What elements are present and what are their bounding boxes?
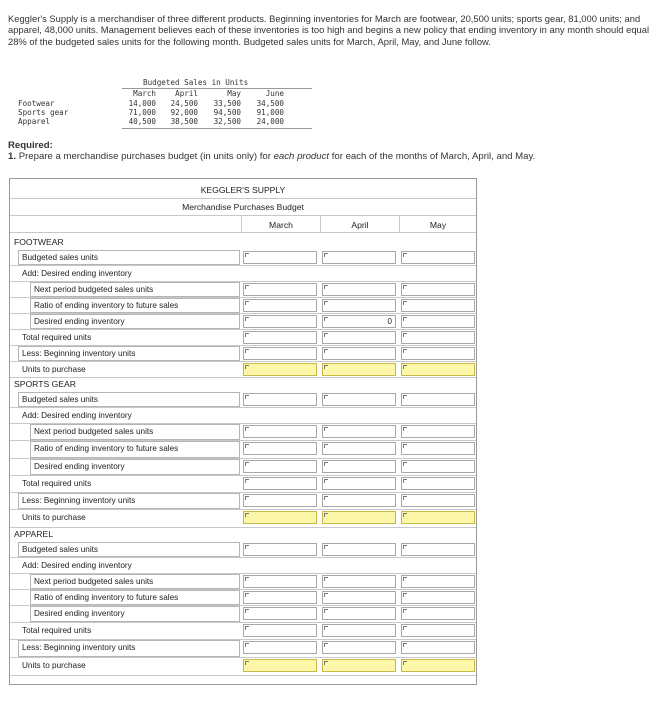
- ratio-input-march[interactable]: [243, 299, 317, 312]
- sales-cell: 33,500: [213, 99, 241, 108]
- ratio-input-may[interactable]: [401, 442, 475, 455]
- purchase-input-april[interactable]: [322, 363, 396, 376]
- sales-row-apparel: [18, 117, 318, 126]
- divider: [10, 198, 476, 199]
- next-period-input-march[interactable]: [243, 575, 317, 588]
- section-heading: SPORTS GEAR: [14, 379, 76, 389]
- next-period-input-april[interactable]: [322, 575, 396, 588]
- row-divider: [10, 622, 476, 623]
- row-divider: [10, 377, 476, 378]
- row-label-ratio: Ratio of ending inventory to future sales: [34, 593, 179, 602]
- row-label-purchase: Units to purchase: [22, 661, 86, 670]
- desired-input-april[interactable]: [322, 460, 396, 473]
- budgeted-input-april[interactable]: [322, 251, 396, 264]
- sales-cell: 38,500: [170, 117, 198, 126]
- required-text-before: Prepare a merchandise purchases budget (in units only) for: [18, 151, 274, 163]
- sales-cell: 71,000: [128, 108, 156, 117]
- sales-row-label: Footwear: [18, 99, 55, 108]
- budgeted-input-march[interactable]: [243, 393, 317, 406]
- column-header-april: April: [351, 220, 369, 230]
- sales-row-footwear: [18, 99, 318, 108]
- sales-month-april: April: [175, 89, 198, 98]
- company-name: KEGGLER'S SUPPLY: [200, 185, 286, 195]
- row-label-next-period: Next period budgeted sales units: [34, 427, 154, 436]
- desired-input-march[interactable]: [243, 315, 317, 328]
- required-block: [8, 140, 535, 163]
- sales-cell: 91,000: [256, 108, 284, 117]
- sales-month-may: May: [227, 89, 241, 98]
- divider: [10, 232, 476, 233]
- row-label-add-desired: Add: Desired ending inventory: [22, 561, 132, 570]
- row-label-total: Total required units: [22, 626, 92, 635]
- column-header-may: May: [429, 220, 447, 230]
- row-label-desired: Desired ending inventory: [34, 462, 125, 471]
- required-number: 1.: [8, 151, 17, 163]
- total-input-may[interactable]: [401, 624, 475, 637]
- column-rule: [241, 215, 242, 233]
- desired-input-april[interactable]: [322, 607, 396, 620]
- purchase-input-march[interactable]: [243, 659, 317, 672]
- row-label-less-beg: Less: Beginning inventory units: [22, 496, 136, 505]
- less-beg-input-april[interactable]: [322, 347, 396, 360]
- total-input-march[interactable]: [243, 624, 317, 637]
- column-rule: [399, 215, 400, 233]
- total-input-april[interactable]: [322, 331, 396, 344]
- less-beg-input-may[interactable]: [401, 641, 475, 654]
- sales-month-june: June: [265, 89, 284, 98]
- less-beg-input-march[interactable]: [243, 641, 317, 654]
- section-heading: FOOTWEAR: [14, 237, 64, 247]
- row-label-less-beg: Less: Beginning inventory units: [22, 349, 136, 358]
- desired-input-may[interactable]: [401, 460, 475, 473]
- next-period-input-april[interactable]: [322, 283, 396, 296]
- total-input-may[interactable]: [401, 477, 475, 490]
- ratio-input-may[interactable]: [401, 591, 475, 604]
- row-divider: [10, 509, 476, 510]
- sales-cell: 92,000: [170, 108, 198, 117]
- row-label-add-desired: Add: Desired ending inventory: [22, 269, 132, 278]
- row-divider: [10, 361, 476, 362]
- purchase-input-may[interactable]: [401, 511, 475, 524]
- row-divider: [10, 657, 476, 658]
- total-input-may[interactable]: [401, 331, 475, 344]
- budgeted-input-april[interactable]: [322, 543, 396, 556]
- row-divider: [10, 475, 476, 476]
- ratio-input-april[interactable]: [322, 442, 396, 455]
- total-input-march[interactable]: [243, 477, 317, 490]
- sales-table-caption: Budgeted Sales in Units: [143, 78, 249, 87]
- row-divider: [10, 329, 476, 330]
- budgeted-input-may[interactable]: [401, 543, 475, 556]
- total-input-march[interactable]: [243, 331, 317, 344]
- section-heading: APPAREL: [14, 529, 54, 539]
- desired-input-march[interactable]: [243, 460, 317, 473]
- row-divider: [10, 527, 476, 528]
- row-label-less-beg: Less: Beginning inventory units: [22, 643, 136, 652]
- ratio-input-may[interactable]: [401, 299, 475, 312]
- less-beg-input-may[interactable]: [401, 347, 475, 360]
- column-rule: [320, 215, 321, 233]
- row-divider: [10, 675, 476, 676]
- row-divider: [10, 265, 476, 266]
- sales-cell: 24,000: [256, 117, 284, 126]
- sales-row-sports-gear: [18, 108, 318, 117]
- row-label-total: Total required units: [22, 479, 92, 488]
- row-label-budgeted: Budgeted sales units: [22, 395, 99, 404]
- ratio-input-april[interactable]: [322, 591, 396, 604]
- total-input-april[interactable]: [322, 477, 396, 490]
- row-label-ratio: Ratio of ending inventory to future sales: [34, 444, 179, 453]
- total-input-april[interactable]: [322, 624, 396, 637]
- sales-table-month-row: [18, 89, 318, 98]
- sales-month-march: March: [133, 89, 156, 98]
- merchandise-purchases-budget-form: [9, 178, 477, 685]
- row-label-next-period: Next period budgeted sales units: [34, 577, 154, 586]
- desired-input-may[interactable]: [401, 607, 475, 620]
- row-label-add-desired: Add: Desired ending inventory: [22, 411, 132, 420]
- purchase-input-march[interactable]: [243, 363, 317, 376]
- next-period-input-may[interactable]: [401, 425, 475, 438]
- less-beg-input-march[interactable]: [243, 347, 317, 360]
- next-period-input-april[interactable]: [322, 425, 396, 438]
- budgeted-input-may[interactable]: [401, 251, 475, 264]
- sales-cell: 34,500: [256, 99, 284, 108]
- row-label-desired: Desired ending inventory: [34, 609, 125, 618]
- budgeted-input-april[interactable]: [322, 393, 396, 406]
- less-beg-input-may[interactable]: [401, 494, 475, 507]
- sales-cell: 32,500: [213, 117, 241, 126]
- next-period-input-may[interactable]: [401, 283, 475, 296]
- required-text-after: for each of the months of March, April, and May.: [329, 151, 536, 163]
- sales-cell: 14,000: [128, 99, 156, 108]
- ratio-input-april[interactable]: [322, 299, 396, 312]
- sales-cell: 40,500: [128, 117, 156, 126]
- sales-row-label: Sports gear: [18, 108, 69, 117]
- purchase-input-march[interactable]: [243, 511, 317, 524]
- less-beg-input-april[interactable]: [322, 641, 396, 654]
- row-label-purchase: Units to purchase: [22, 365, 86, 374]
- desired-input-april[interactable]: 0: [322, 315, 396, 328]
- sales-cell: 94,500: [213, 108, 241, 117]
- less-beg-input-april[interactable]: [322, 494, 396, 507]
- purchase-input-may[interactable]: [401, 363, 475, 376]
- budgeted-input-march[interactable]: [243, 543, 317, 556]
- budgeted-input-may[interactable]: [401, 393, 475, 406]
- row-label-budgeted: Budgeted sales units: [22, 545, 99, 554]
- row-divider: [10, 407, 476, 408]
- next-period-input-may[interactable]: [401, 575, 475, 588]
- column-header-march: March: [269, 220, 293, 230]
- row-divider: [10, 557, 476, 558]
- divider: [10, 215, 476, 216]
- row-label-next-period: Next period budgeted sales units: [34, 285, 154, 294]
- sales-row-label: Apparel: [18, 117, 51, 126]
- less-beg-input-march[interactable]: [243, 494, 317, 507]
- purchase-input-april[interactable]: [322, 511, 396, 524]
- desired-input-march[interactable]: [243, 607, 317, 620]
- required-heading: Required:: [8, 140, 53, 151]
- row-label-total: Total required units: [22, 333, 92, 342]
- problem-intro: Keggler's Supply is a merchandiser of three different products. Beginning inventories for March are footwear, 20,500 units; sports gear, 81,000 units; and apparel, 48,000 units. Management believes each of these inventories is too high and begins a new policy that ending inventory in any month should equal 28% of the budgeted sales units for the following month. Budgeted sales units for March, April, May, and June follow.: [8, 13, 650, 47]
- sales-cell: 24,500: [170, 99, 198, 108]
- required-text-italic: each product: [273, 151, 330, 163]
- desired-input-may[interactable]: [401, 315, 475, 328]
- row-label-ratio: Ratio of ending inventory to future sales: [34, 301, 179, 310]
- row-label-desired: Desired ending inventory: [34, 317, 125, 326]
- budget-title: Merchandise Purchases Budget: [182, 202, 304, 212]
- sales-table-bottom-rule: [122, 128, 312, 129]
- purchase-input-may[interactable]: [401, 659, 475, 672]
- budgeted-input-march[interactable]: [243, 251, 317, 264]
- purchase-input-april[interactable]: [322, 659, 396, 672]
- ratio-input-march[interactable]: [243, 591, 317, 604]
- ratio-input-march[interactable]: [243, 442, 317, 455]
- next-period-input-march[interactable]: [243, 425, 317, 438]
- next-period-input-march[interactable]: [243, 283, 317, 296]
- row-label-purchase: Units to purchase: [22, 513, 86, 522]
- row-label-budgeted: Budgeted sales units: [22, 253, 99, 262]
